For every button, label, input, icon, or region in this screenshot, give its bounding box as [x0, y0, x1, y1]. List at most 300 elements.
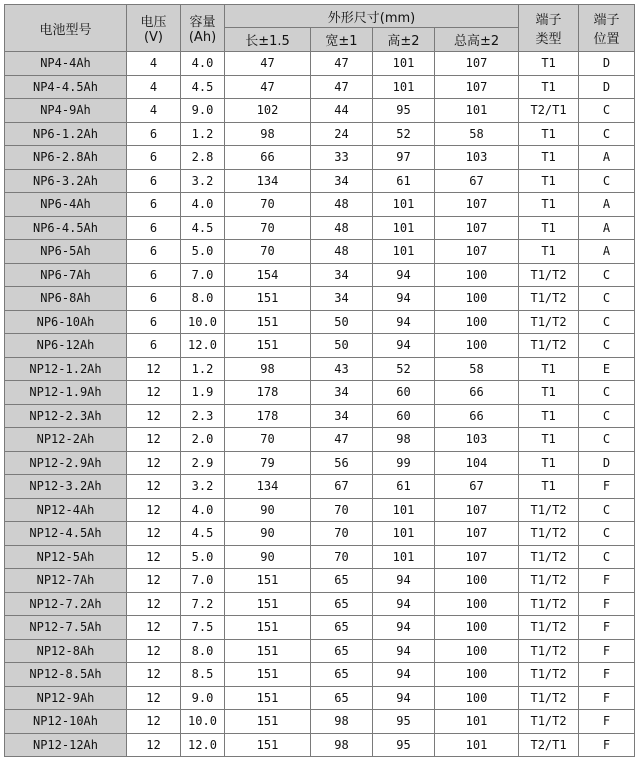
cell-voltage: 6 — [127, 193, 181, 217]
cell-terminal-position: C — [579, 498, 635, 522]
cell-width: 48 — [311, 240, 373, 264]
cell-terminal-position: A — [579, 216, 635, 240]
cell-model: NP12-5Ah — [5, 545, 127, 569]
cell-terminal-position: A — [579, 240, 635, 264]
cell-terminal-type: T1/T2 — [519, 592, 579, 616]
cell-capacity: 8.0 — [181, 287, 225, 311]
cell-length: 151 — [225, 639, 311, 663]
cell-voltage: 12 — [127, 451, 181, 475]
cell-voltage: 6 — [127, 263, 181, 287]
cell-length: 134 — [225, 475, 311, 499]
battery-spec-table — [4, 4, 635, 757]
cell-capacity: 2.3 — [181, 404, 225, 428]
cell-height: 94 — [373, 287, 435, 311]
table-row — [5, 686, 635, 710]
cell-width: 65 — [311, 686, 373, 710]
table-row — [5, 592, 635, 616]
cell-capacity: 8.5 — [181, 663, 225, 687]
cell-length: 90 — [225, 498, 311, 522]
cell-capacity: 10.0 — [181, 310, 225, 334]
cell-capacity: 1.2 — [181, 357, 225, 381]
cell-terminal-position: F — [579, 710, 635, 734]
cell-width: 44 — [311, 99, 373, 123]
cell-length: 70 — [225, 240, 311, 264]
cell-model: NP4-4.5Ah — [5, 75, 127, 99]
cell-total-height: 107 — [435, 240, 519, 264]
cell-length: 47 — [225, 75, 311, 99]
cell-length: 151 — [225, 592, 311, 616]
cell-terminal-position: C — [579, 522, 635, 546]
cell-voltage: 12 — [127, 710, 181, 734]
cell-voltage: 6 — [127, 287, 181, 311]
cell-width: 65 — [311, 639, 373, 663]
cell-terminal-type: T1/T2 — [519, 287, 579, 311]
cell-width: 50 — [311, 310, 373, 334]
table-row — [5, 569, 635, 593]
cell-voltage: 6 — [127, 240, 181, 264]
cell-terminal-position: C — [579, 169, 635, 193]
cell-capacity: 4.0 — [181, 193, 225, 217]
cell-capacity: 4.0 — [181, 498, 225, 522]
cell-capacity: 3.2 — [181, 475, 225, 499]
cell-total-height: 107 — [435, 193, 519, 217]
cell-total-height: 101 — [435, 733, 519, 757]
cell-capacity: 9.0 — [181, 686, 225, 710]
cell-model: NP6-2.8Ah — [5, 146, 127, 170]
cell-height: 61 — [373, 169, 435, 193]
cell-capacity: 2.8 — [181, 146, 225, 170]
table-row — [5, 334, 635, 358]
cell-terminal-type: T1 — [519, 240, 579, 264]
table-row — [5, 710, 635, 734]
cell-capacity: 9.0 — [181, 99, 225, 123]
cell-total-height: 101 — [435, 710, 519, 734]
cell-length: 70 — [225, 216, 311, 240]
cell-capacity: 10.0 — [181, 710, 225, 734]
cell-height: 60 — [373, 381, 435, 405]
cell-height: 101 — [373, 52, 435, 76]
cell-height: 101 — [373, 240, 435, 264]
cell-total-height: 103 — [435, 146, 519, 170]
cell-length: 151 — [225, 686, 311, 710]
cell-terminal-position: C — [579, 310, 635, 334]
cell-width: 34 — [311, 381, 373, 405]
table-row — [5, 522, 635, 546]
cell-voltage: 6 — [127, 146, 181, 170]
cell-voltage: 12 — [127, 686, 181, 710]
header-total-height: 总高±2 — [435, 28, 519, 52]
table-row — [5, 216, 635, 240]
cell-model: NP12-3.2Ah — [5, 475, 127, 499]
cell-model: NP6-5Ah — [5, 240, 127, 264]
table-row — [5, 122, 635, 146]
cell-model: NP12-8Ah — [5, 639, 127, 663]
cell-capacity: 7.0 — [181, 569, 225, 593]
cell-length: 134 — [225, 169, 311, 193]
cell-length: 98 — [225, 122, 311, 146]
cell-capacity: 12.0 — [181, 733, 225, 757]
cell-model: NP12-2.9Ah — [5, 451, 127, 475]
cell-height: 94 — [373, 263, 435, 287]
cell-model: NP6-1.2Ah — [5, 122, 127, 146]
cell-terminal-position: C — [579, 122, 635, 146]
cell-total-height: 67 — [435, 475, 519, 499]
cell-terminal-type: T1 — [519, 122, 579, 146]
cell-length: 70 — [225, 193, 311, 217]
cell-capacity: 2.0 — [181, 428, 225, 452]
cell-height: 94 — [373, 569, 435, 593]
cell-width: 56 — [311, 451, 373, 475]
table-header — [5, 5, 635, 52]
cell-terminal-position: E — [579, 357, 635, 381]
cell-model: NP12-1.9Ah — [5, 381, 127, 405]
cell-total-height: 100 — [435, 334, 519, 358]
cell-length: 151 — [225, 569, 311, 593]
cell-width: 47 — [311, 75, 373, 99]
cell-voltage: 12 — [127, 592, 181, 616]
cell-terminal-position: C — [579, 404, 635, 428]
cell-width: 33 — [311, 146, 373, 170]
cell-capacity: 4.5 — [181, 216, 225, 240]
cell-width: 70 — [311, 522, 373, 546]
cell-width: 34 — [311, 404, 373, 428]
cell-capacity: 2.9 — [181, 451, 225, 475]
cell-total-height: 104 — [435, 451, 519, 475]
cell-model: NP12-7.2Ah — [5, 592, 127, 616]
cell-terminal-type: T1 — [519, 381, 579, 405]
cell-height: 94 — [373, 639, 435, 663]
cell-height: 94 — [373, 686, 435, 710]
cell-length: 151 — [225, 710, 311, 734]
cell-width: 67 — [311, 475, 373, 499]
cell-capacity: 5.0 — [181, 240, 225, 264]
header-terminal-position: 端子 位置 — [579, 5, 635, 52]
cell-width: 47 — [311, 52, 373, 76]
header-length: 长±1.5 — [225, 28, 311, 52]
cell-length: 151 — [225, 287, 311, 311]
cell-length: 178 — [225, 404, 311, 428]
cell-terminal-type: T1 — [519, 428, 579, 452]
cell-terminal-type: T1 — [519, 451, 579, 475]
cell-terminal-position: F — [579, 592, 635, 616]
cell-terminal-position: D — [579, 75, 635, 99]
cell-total-height: 107 — [435, 75, 519, 99]
cell-voltage: 12 — [127, 569, 181, 593]
cell-terminal-position: F — [579, 616, 635, 640]
cell-height: 101 — [373, 216, 435, 240]
table-row — [5, 99, 635, 123]
cell-model: NP12-8.5Ah — [5, 663, 127, 687]
cell-length: 151 — [225, 733, 311, 757]
table-row — [5, 193, 635, 217]
cell-height: 52 — [373, 122, 435, 146]
cell-width: 65 — [311, 663, 373, 687]
cell-width: 34 — [311, 287, 373, 311]
cell-length: 66 — [225, 146, 311, 170]
cell-model: NP12-9Ah — [5, 686, 127, 710]
cell-terminal-type: T1/T2 — [519, 663, 579, 687]
cell-total-height: 107 — [435, 52, 519, 76]
cell-terminal-type: T1 — [519, 475, 579, 499]
cell-voltage: 12 — [127, 498, 181, 522]
table-body — [5, 52, 635, 757]
cell-voltage: 12 — [127, 733, 181, 757]
cell-voltage: 4 — [127, 99, 181, 123]
cell-height: 94 — [373, 334, 435, 358]
cell-height: 101 — [373, 193, 435, 217]
cell-height: 60 — [373, 404, 435, 428]
cell-voltage: 12 — [127, 357, 181, 381]
cell-total-height: 100 — [435, 310, 519, 334]
cell-terminal-position: F — [579, 663, 635, 687]
cell-width: 48 — [311, 193, 373, 217]
cell-voltage: 12 — [127, 381, 181, 405]
cell-voltage: 12 — [127, 404, 181, 428]
cell-model: NP4-4Ah — [5, 52, 127, 76]
cell-height: 101 — [373, 75, 435, 99]
cell-model: NP6-8Ah — [5, 287, 127, 311]
cell-terminal-type: T1 — [519, 404, 579, 428]
table-row — [5, 52, 635, 76]
cell-model: NP6-7Ah — [5, 263, 127, 287]
cell-model: NP12-10Ah — [5, 710, 127, 734]
cell-terminal-type: T1 — [519, 75, 579, 99]
cell-terminal-position: A — [579, 146, 635, 170]
cell-terminal-position: D — [579, 52, 635, 76]
cell-model: NP12-7.5Ah — [5, 616, 127, 640]
cell-terminal-position: C — [579, 99, 635, 123]
cell-model: NP12-2Ah — [5, 428, 127, 452]
table-row — [5, 545, 635, 569]
cell-voltage: 6 — [127, 169, 181, 193]
cell-terminal-position: F — [579, 686, 635, 710]
cell-total-height: 100 — [435, 263, 519, 287]
cell-terminal-position: C — [579, 545, 635, 569]
cell-model: NP12-1.2Ah — [5, 357, 127, 381]
cell-terminal-type: T1/T2 — [519, 639, 579, 663]
cell-terminal-position: A — [579, 193, 635, 217]
table-row — [5, 381, 635, 405]
cell-height: 99 — [373, 451, 435, 475]
header-terminal-type: 端子 类型 — [519, 5, 579, 52]
header-capacity: 容量 (Ah) — [181, 5, 225, 52]
cell-total-height: 107 — [435, 498, 519, 522]
cell-width: 24 — [311, 122, 373, 146]
cell-terminal-type: T1/T2 — [519, 310, 579, 334]
cell-total-height: 100 — [435, 592, 519, 616]
cell-total-height: 100 — [435, 616, 519, 640]
cell-voltage: 12 — [127, 616, 181, 640]
cell-width: 65 — [311, 569, 373, 593]
cell-length: 98 — [225, 357, 311, 381]
cell-terminal-type: T2/T1 — [519, 99, 579, 123]
cell-length: 47 — [225, 52, 311, 76]
cell-height: 61 — [373, 475, 435, 499]
cell-width: 48 — [311, 216, 373, 240]
cell-capacity: 12.0 — [181, 334, 225, 358]
cell-model: NP12-12Ah — [5, 733, 127, 757]
cell-terminal-type: T2/T1 — [519, 733, 579, 757]
cell-height: 94 — [373, 310, 435, 334]
cell-model: NP6-4Ah — [5, 193, 127, 217]
cell-terminal-position: C — [579, 381, 635, 405]
cell-terminal-type: T1 — [519, 357, 579, 381]
cell-width: 70 — [311, 545, 373, 569]
table-row — [5, 639, 635, 663]
cell-terminal-type: T1/T2 — [519, 569, 579, 593]
header-model: 电池型号 — [5, 5, 127, 52]
cell-terminal-position: C — [579, 287, 635, 311]
cell-terminal-type: T1/T2 — [519, 616, 579, 640]
table-row — [5, 287, 635, 311]
cell-voltage: 12 — [127, 663, 181, 687]
table-row — [5, 75, 635, 99]
cell-total-height: 107 — [435, 545, 519, 569]
cell-length: 79 — [225, 451, 311, 475]
table-row — [5, 357, 635, 381]
cell-capacity: 5.0 — [181, 545, 225, 569]
cell-height: 95 — [373, 733, 435, 757]
cell-height: 101 — [373, 522, 435, 546]
table-row — [5, 451, 635, 475]
cell-height: 95 — [373, 99, 435, 123]
cell-length: 178 — [225, 381, 311, 405]
cell-terminal-position: F — [579, 639, 635, 663]
table-row — [5, 263, 635, 287]
cell-terminal-position: C — [579, 263, 635, 287]
cell-total-height: 103 — [435, 428, 519, 452]
cell-total-height: 107 — [435, 522, 519, 546]
cell-width: 98 — [311, 733, 373, 757]
table-row — [5, 616, 635, 640]
cell-length: 70 — [225, 428, 311, 452]
cell-voltage: 4 — [127, 52, 181, 76]
cell-capacity: 4.5 — [181, 522, 225, 546]
cell-terminal-position: F — [579, 475, 635, 499]
cell-length: 151 — [225, 310, 311, 334]
cell-capacity: 7.2 — [181, 592, 225, 616]
cell-length: 154 — [225, 263, 311, 287]
cell-voltage: 12 — [127, 428, 181, 452]
cell-capacity: 8.0 — [181, 639, 225, 663]
cell-model: NP12-2.3Ah — [5, 404, 127, 428]
cell-model: NP6-12Ah — [5, 334, 127, 358]
cell-terminal-type: T1/T2 — [519, 710, 579, 734]
header-height: 高±2 — [373, 28, 435, 52]
cell-terminal-type: T1/T2 — [519, 263, 579, 287]
cell-total-height: 100 — [435, 569, 519, 593]
cell-length: 151 — [225, 663, 311, 687]
table-row — [5, 428, 635, 452]
cell-height: 94 — [373, 616, 435, 640]
cell-height: 98 — [373, 428, 435, 452]
cell-voltage: 6 — [127, 334, 181, 358]
cell-capacity: 7.0 — [181, 263, 225, 287]
cell-capacity: 1.2 — [181, 122, 225, 146]
cell-capacity: 4.5 — [181, 75, 225, 99]
cell-length: 151 — [225, 334, 311, 358]
cell-width: 34 — [311, 169, 373, 193]
cell-model: NP4-9Ah — [5, 99, 127, 123]
cell-length: 90 — [225, 522, 311, 546]
cell-voltage: 12 — [127, 475, 181, 499]
cell-width: 47 — [311, 428, 373, 452]
cell-voltage: 6 — [127, 216, 181, 240]
table-row — [5, 733, 635, 757]
cell-total-height: 66 — [435, 381, 519, 405]
cell-height: 95 — [373, 710, 435, 734]
table-row — [5, 169, 635, 193]
cell-terminal-type: T1 — [519, 193, 579, 217]
cell-terminal-position: C — [579, 334, 635, 358]
cell-height: 97 — [373, 146, 435, 170]
cell-terminal-type: T1/T2 — [519, 545, 579, 569]
cell-length: 90 — [225, 545, 311, 569]
cell-total-height: 66 — [435, 404, 519, 428]
cell-total-height: 101 — [435, 99, 519, 123]
cell-width: 65 — [311, 592, 373, 616]
cell-model: NP6-4.5Ah — [5, 216, 127, 240]
cell-width: 98 — [311, 710, 373, 734]
cell-width: 50 — [311, 334, 373, 358]
cell-terminal-type: T1 — [519, 216, 579, 240]
cell-terminal-type: T1/T2 — [519, 498, 579, 522]
table-row — [5, 310, 635, 334]
cell-total-height: 100 — [435, 287, 519, 311]
cell-voltage: 12 — [127, 545, 181, 569]
cell-terminal-type: T1 — [519, 169, 579, 193]
cell-width: 43 — [311, 357, 373, 381]
cell-voltage: 6 — [127, 310, 181, 334]
cell-total-height: 58 — [435, 122, 519, 146]
cell-terminal-type: T1/T2 — [519, 522, 579, 546]
cell-length: 102 — [225, 99, 311, 123]
cell-voltage: 6 — [127, 122, 181, 146]
table-row — [5, 475, 635, 499]
cell-model: NP6-10Ah — [5, 310, 127, 334]
table-row — [5, 404, 635, 428]
cell-capacity: 4.0 — [181, 52, 225, 76]
cell-terminal-type: T1 — [519, 52, 579, 76]
table-row — [5, 240, 635, 264]
cell-model: NP12-4.5Ah — [5, 522, 127, 546]
cell-total-height: 58 — [435, 357, 519, 381]
cell-model: NP12-7Ah — [5, 569, 127, 593]
cell-width: 65 — [311, 616, 373, 640]
cell-capacity: 3.2 — [181, 169, 225, 193]
cell-width: 70 — [311, 498, 373, 522]
cell-terminal-type: T1/T2 — [519, 686, 579, 710]
table-row — [5, 663, 635, 687]
cell-terminal-position: F — [579, 733, 635, 757]
header-width: 宽±1 — [311, 28, 373, 52]
cell-capacity: 7.5 — [181, 616, 225, 640]
cell-height: 94 — [373, 592, 435, 616]
cell-terminal-position: C — [579, 428, 635, 452]
cell-height: 101 — [373, 545, 435, 569]
cell-height: 52 — [373, 357, 435, 381]
cell-voltage: 4 — [127, 75, 181, 99]
cell-capacity: 1.9 — [181, 381, 225, 405]
table-row — [5, 146, 635, 170]
cell-model: NP6-3.2Ah — [5, 169, 127, 193]
cell-total-height: 100 — [435, 663, 519, 687]
cell-total-height: 100 — [435, 686, 519, 710]
cell-voltage: 12 — [127, 522, 181, 546]
cell-terminal-position: F — [579, 569, 635, 593]
cell-terminal-type: T1/T2 — [519, 334, 579, 358]
cell-height: 101 — [373, 498, 435, 522]
